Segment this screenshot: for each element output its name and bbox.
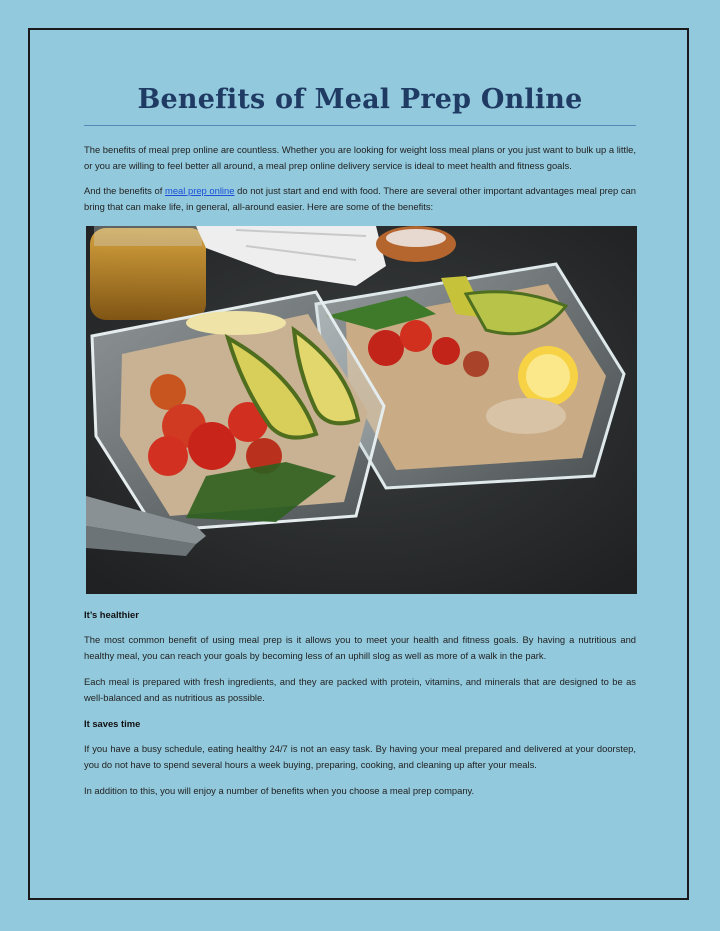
healthier-paragraph-1: The most common benefit of using meal prep is it allows you to meet your health and fitness goals. By having a nutritious and healthy meal, you can reach your goals by becoming less of an uphill slog as well as more of a walk in the park.: [84, 634, 636, 661]
saves-time-paragraph-1: If you have a busy schedule, eating healthy 24/7 is not an easy task. By having your meal prepared and delivered at your doorstep, you do not have to spend several hours a week buying, preparing, cooking, and cleaning up after your meals.: [84, 743, 636, 770]
intro-paragraph-2: [84, 183, 636, 215]
section-heading-saves-time: It saves time: [84, 718, 141, 729]
healthier-paragraph-2: Each meal is prepared with fresh ingredients, and they are packed with protein, vitamins, and minerals that are designed to be as well-balanced and as nutritious as possible.: [84, 676, 636, 703]
intro-paragraph-1: The benefits of meal prep online are countless. Whether you are looking for weight loss meal plans or you just want to bulk up a little, or you are willing to feel better all around, a meal prep online delivery service is ideal to meet health and fitness goals.: [84, 144, 636, 171]
intro-paragraph-2-start: And the benefits of: [84, 185, 166, 196]
title-underline: [84, 125, 636, 126]
meal-prep-online-link[interactable]: meal prep online: [165, 185, 235, 196]
meal-prep-photo: [86, 226, 637, 594]
page-title: Benefits of Meal Prep Online: [137, 84, 583, 115]
saves-time-paragraph-2: In addition to this, you will enjoy a number of benefits when you choose a meal prep company.: [84, 785, 475, 796]
intro-paragraph-2-end: do not just start and end with food. There are several other important advantages meal prep can bring that can make life, in general, all-around easier. Here are some of the benefits:: [84, 185, 636, 212]
section-heading-healthier: It’s healthier: [84, 609, 139, 620]
